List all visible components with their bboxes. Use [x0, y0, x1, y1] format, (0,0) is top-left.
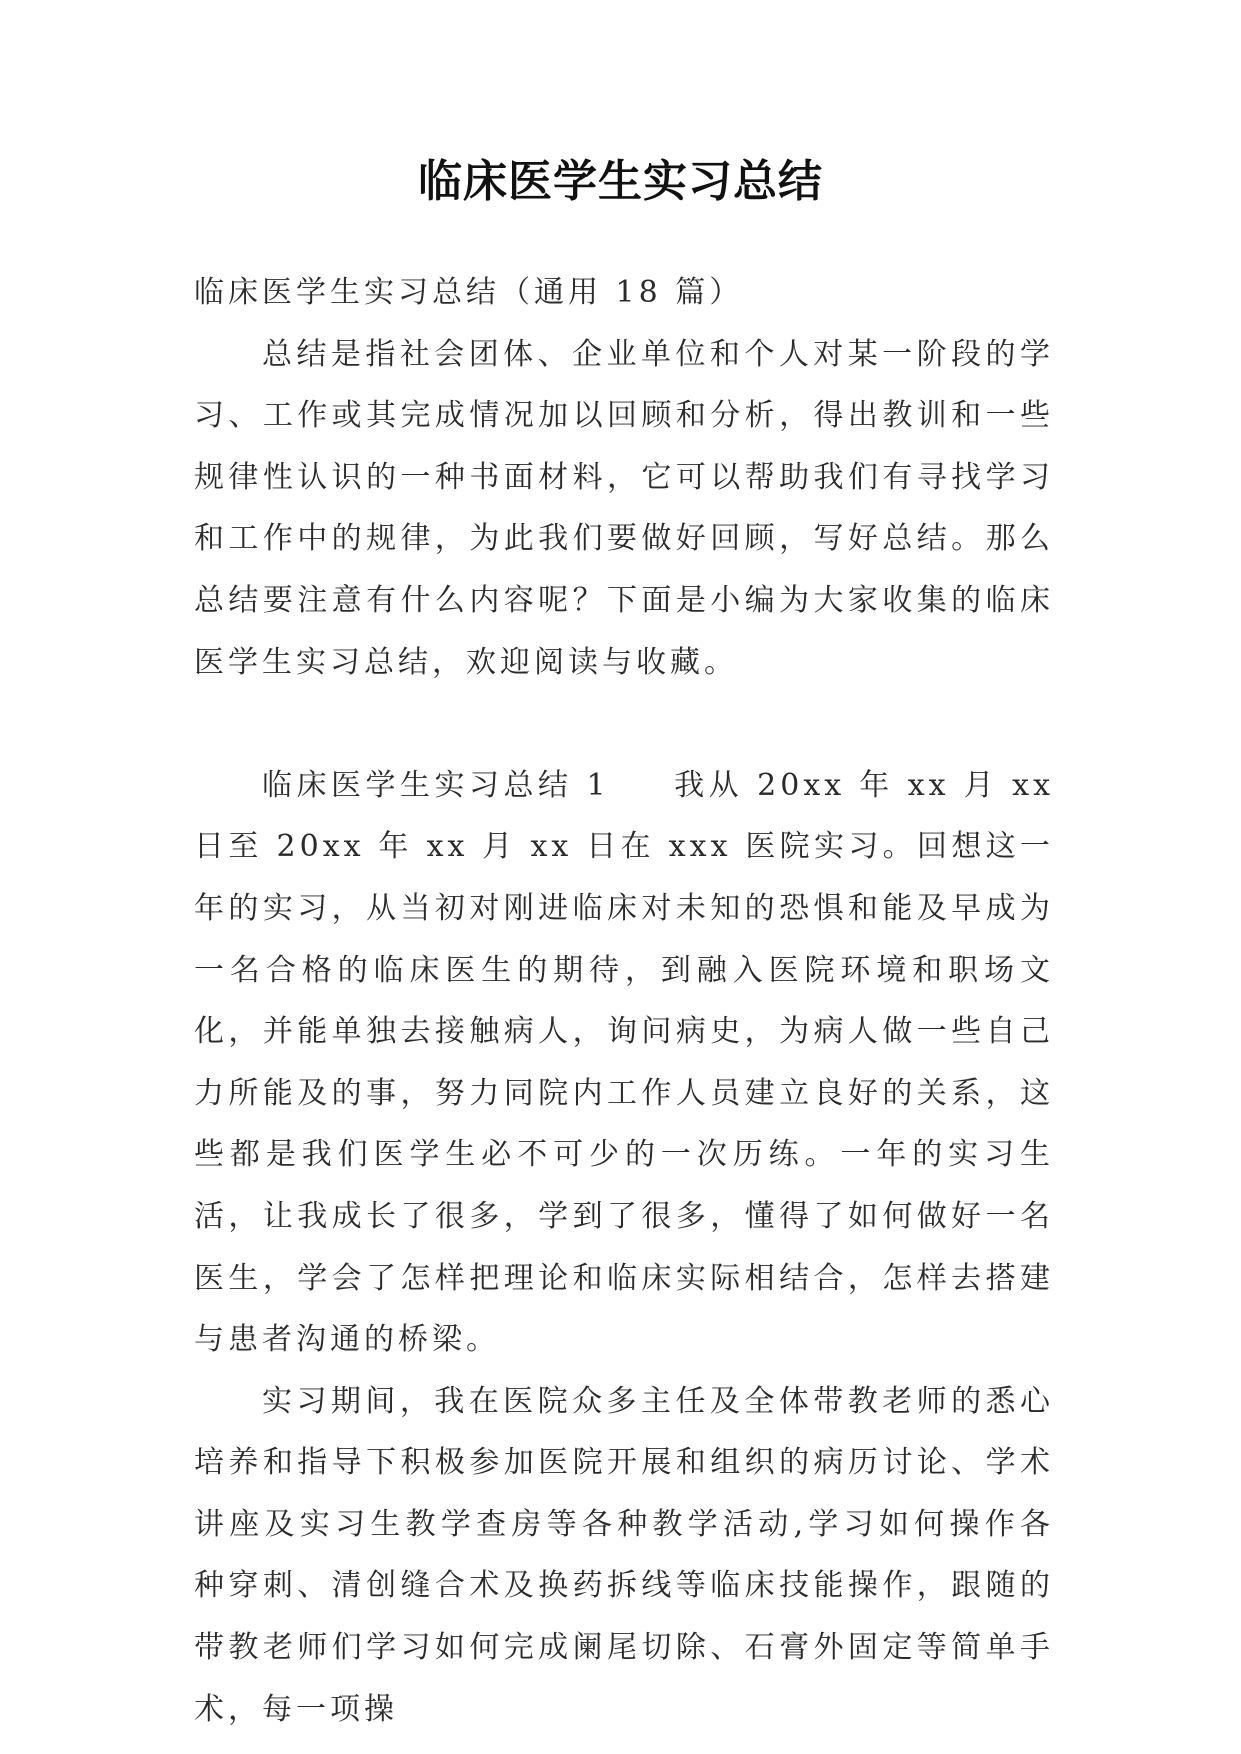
intro-paragraph: 总结是指社会团体、企业单位和个人对某一阶段的学习、工作或其完成情况加以回顾和分析，得出教训和一些规律性认识的一种书面材料，它可以帮助我们有寻找学习和工作中的规律，为此我们要做好回顾，写好总结。那么总结要注意有什么内容呢？下面是小编为大家收集的临床医学生实习总结，欢迎阅读与收藏。	[194, 336, 1054, 680]
section-1-heading: 临床医学生实习总结 1	[262, 767, 610, 803]
section-1-paragraph-1-text: 我从 20xx 年 xx 月 xx 日至 20xx 年 xx 月 xx 日在 xxx 医院实习。回想这一年的实习，从当初对刚进临床对未知的恐惧和能及早成为一名合格的临床医生的期待，到融入医院环境和职场文化，并能单独去接触病人，询问病史，为病人做一些自己力所能及的事，努力同院内工作人员建立良好的关系，这些都是我们医学生必不可少的一次历练。一年的实习生活，让我成长了很多，学到了很多，懂得了如何做好一名医生，学会了怎样把理论和临床实际相结合，怎样去搭建与患者沟通的桥梁。	[194, 767, 1054, 1358]
document-title: 临床医学生实习总结	[418, 156, 823, 207]
section-1-paragraph-1	[194, 755, 1054, 1371]
document-subtitle: 临床医学生实习总结（通用 18 篇）	[194, 275, 744, 310]
paragraph-spacer	[194, 693, 1054, 755]
document-body	[194, 262, 1054, 1740]
section-1-paragraph-2: 实习期间，我在医院众多主任及全体带教老师的悉心培养和指导下积极参加医院开展和组织的病历讨论、学术讲座及实习生教学查房等各种教学活动,学习如何操作各种穿刺、清创缝合术及换药拆线等临床技能操作，跟随的带教老师们学习如何完成阑尾切除、石膏外固定等简单手术，每一项操	[194, 1383, 1054, 1727]
